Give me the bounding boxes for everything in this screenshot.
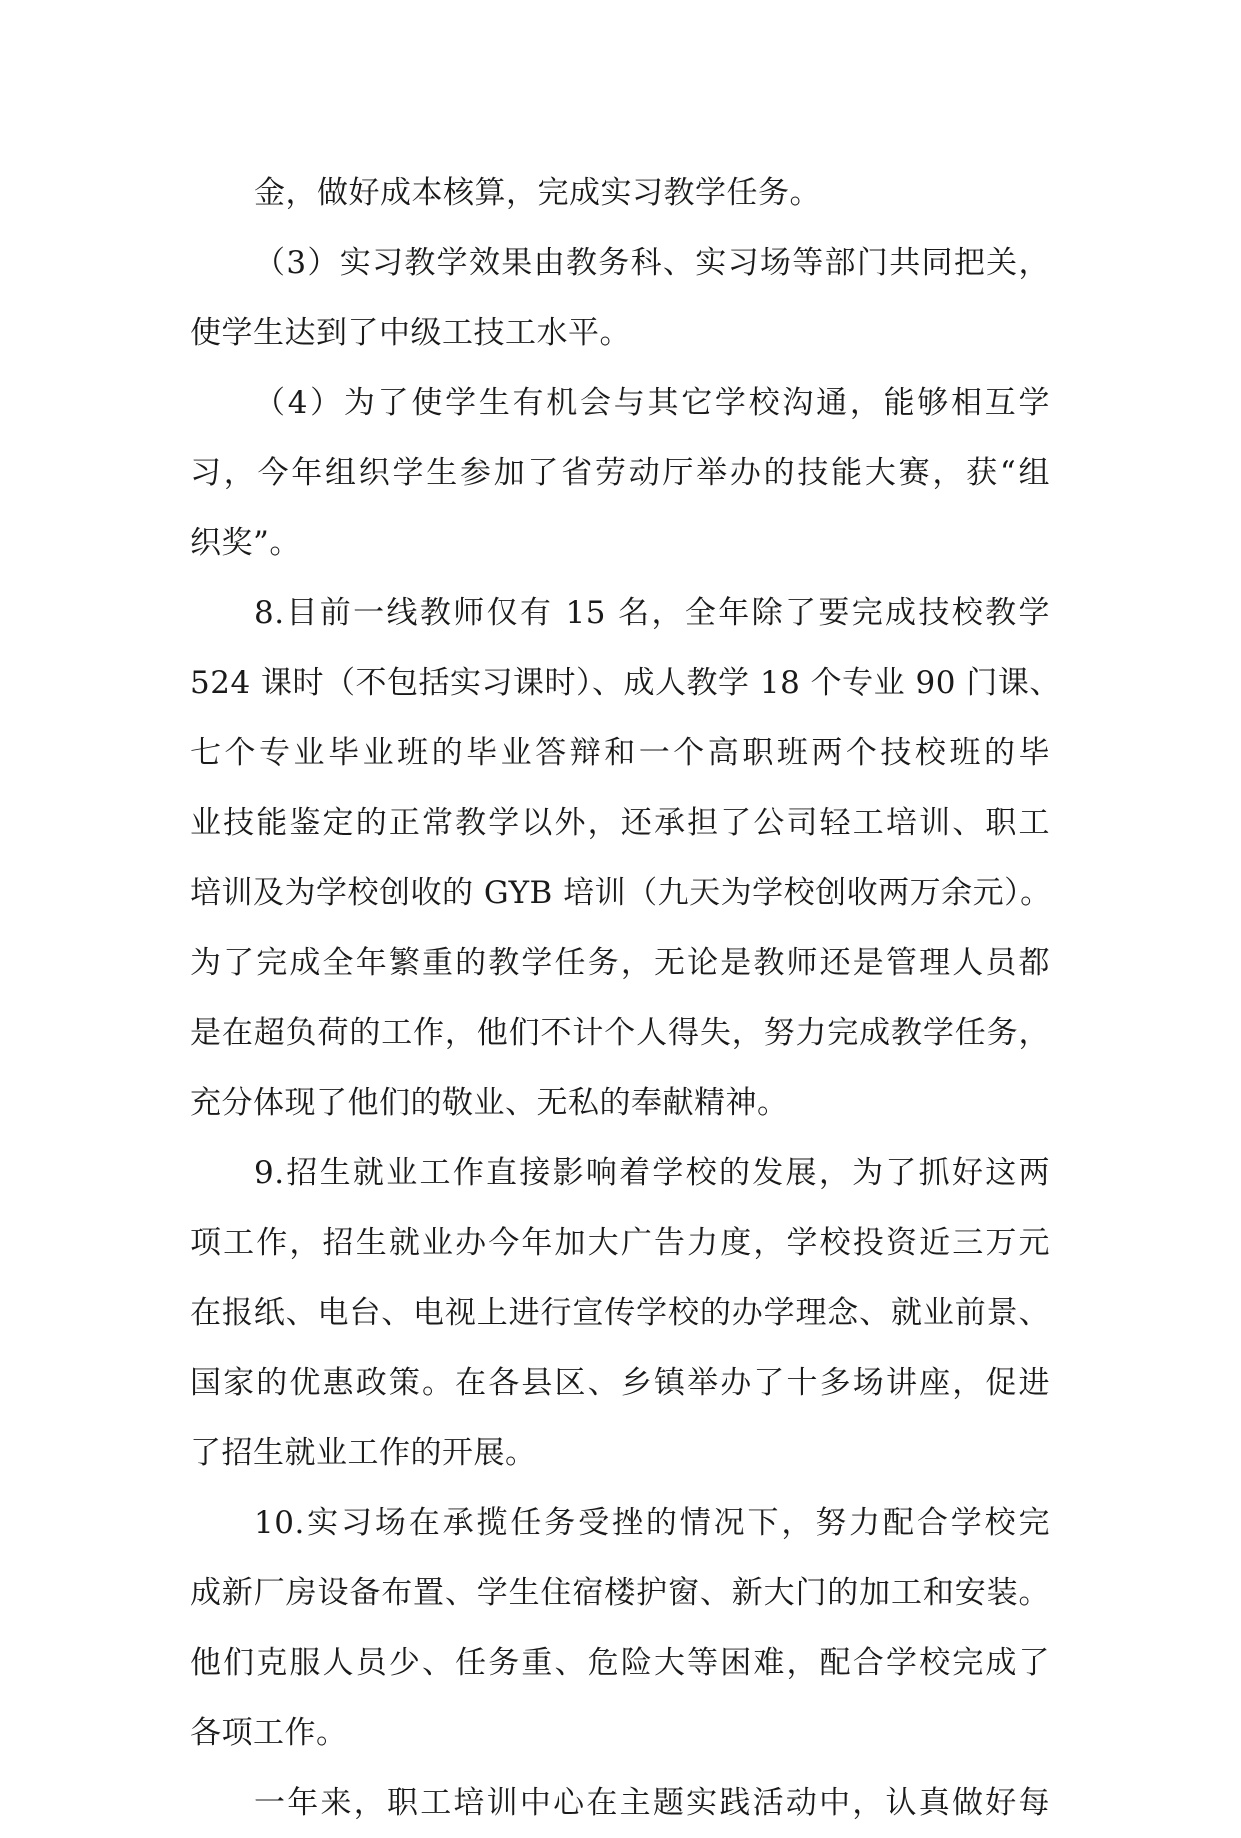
paragraph-line: 培训及为学校创收的 GYB 培训（九天为学校创收两万余元）。 [190, 875, 1052, 911]
paragraph-line: 在报纸、电台、电视上进行宣传学校的办学理念、就业前景、 [190, 1295, 1050, 1331]
paragraph-line: 各项工作。 [190, 1715, 348, 1751]
paragraph-line: 了招生就业工作的开展。 [190, 1435, 537, 1471]
paragraph-line: 524 课时（不包括实习课时）、成人教学 18 个专业 90 门课、 [190, 665, 1061, 701]
paragraph-line: 成新厂房设备布置、学生住宿楼护窗、新大门的加工和安装。 [190, 1575, 1050, 1611]
paragraph-line: 习，今年组织学生参加了省劳动厅举办的技能大赛，获“组 [190, 455, 1050, 491]
paragraph-line: 使学生达到了中级工技工水平。 [190, 315, 631, 351]
body-text [190, 158, 1061, 1838]
paragraph-line: 他们克服人员少、任务重、危险大等困难，配合学校完成了 [190, 1645, 1050, 1681]
paragraph-line: 8.目前一线教师仅有 15 名，全年除了要完成技校教学 [254, 595, 1050, 631]
paragraph-line: 充分体现了他们的敬业、无私的奉献精神。 [190, 1085, 789, 1121]
paragraph-line: 一年来，职工培训中心在主题实践活动中，认真做好每 [254, 1785, 1050, 1821]
paragraph-line: 为了完成全年繁重的教学任务，无论是教师还是管理人员都 [190, 945, 1050, 981]
paragraph-line: 织奖”。 [190, 525, 301, 561]
paragraph-line: 项工作，招生就业办今年加大广告力度，学校投资近三万元 [190, 1225, 1050, 1261]
paragraph-line: 国家的优惠政策。在各县区、乡镇举办了十多场讲座，促进 [190, 1365, 1050, 1401]
paragraph-line: 七个专业毕业班的毕业答辩和一个高职班两个技校班的毕 [190, 735, 1050, 771]
paragraph-line: 9.招生就业工作直接影响着学校的发展，为了抓好这两 [254, 1155, 1050, 1191]
paragraph-line: （3）实习教学效果由教务科、实习场等部门共同把关， [254, 245, 1050, 281]
paragraph-line: 业技能鉴定的正常教学以外，还承担了公司轻工培训、职工 [190, 805, 1050, 841]
paragraph-line: （4）为了使学生有机会与其它学校沟通，能够相互学 [254, 385, 1050, 421]
paragraph-line: 是在超负荷的工作，他们不计个人得失，努力完成教学任务， [190, 1015, 1050, 1051]
paragraph-line: 金，做好成本核算，完成实习教学任务。 [254, 175, 821, 211]
paragraph-line: 10.实习场在承揽任务受挫的情况下，努力配合学校完 [254, 1505, 1050, 1541]
